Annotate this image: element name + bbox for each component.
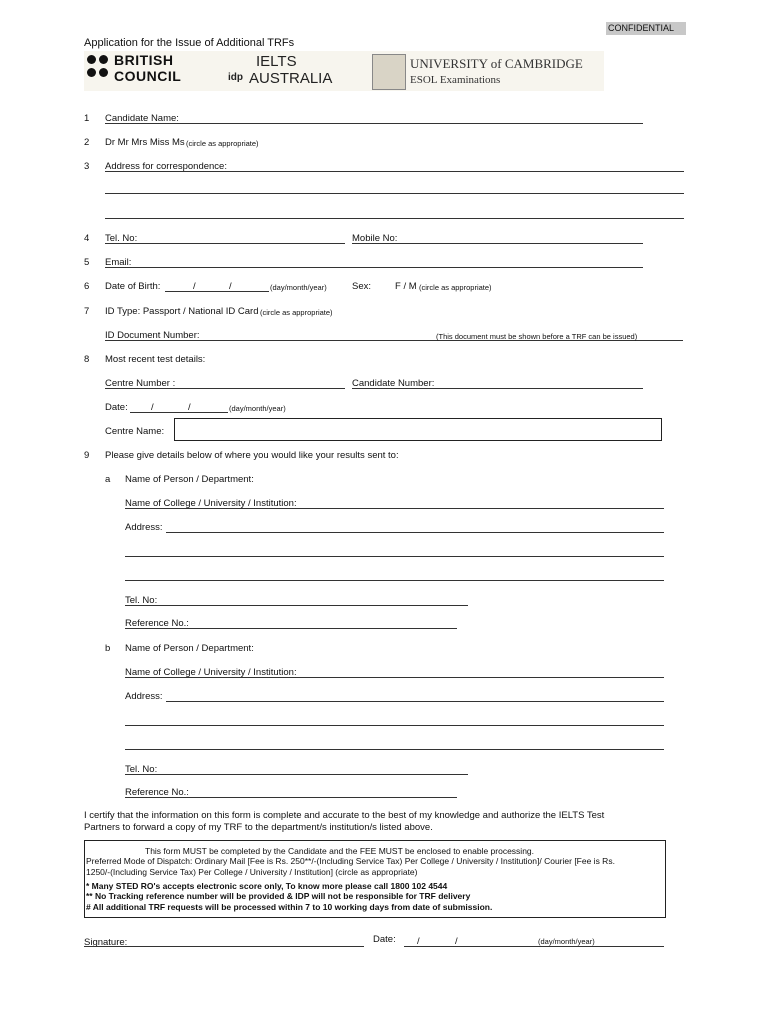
address-field[interactable] [166,701,664,702]
tel-no-field[interactable] [125,774,468,775]
item-number: 8 [84,354,90,365]
item-number: 5 [84,257,90,268]
circle-note: (circle as appropriate) [186,139,259,148]
notice-line-5: ** No Tracking reference number will be provided & IDP will not be responsible for TRF delivery [86,891,471,901]
id-document-note: (This document must be shown before a TRF can be issued) [436,332,638,341]
item-number: 4 [84,233,90,244]
address-line[interactable] [105,218,684,219]
notice-box [84,840,666,918]
college-field[interactable] [125,677,664,678]
signature-field[interactable] [84,946,364,947]
address-correspondence-label: Address for correspondence: [105,161,227,172]
send-to-label: Please give details below of where you would like your results sent to: [105,450,399,461]
person-label: Name of Person / Department: [125,643,254,654]
id-type-options[interactable]: ID Type: Passport / National ID Card [105,306,259,317]
item-number: 2 [84,137,90,148]
address-line[interactable] [125,749,664,750]
person-label: Name of Person / Department: [125,474,254,485]
esol-logo-text: ESOL Examinations [410,74,501,86]
candidate-number-label: Candidate Number: [352,378,435,389]
british-council-logo-text-1: BRITISH [114,52,174,68]
id-number-label: ID Document Number: [105,330,200,341]
item-number: 1 [84,113,90,124]
reference-field[interactable] [125,628,457,629]
college-label: Name of College / University / Institution: [125,498,297,509]
address-line[interactable] [125,725,664,726]
address-label: Address: [125,691,163,702]
centre-name-label: Centre Name: [105,426,165,437]
title-options[interactable]: Dr Mr Mrs Miss Ms [105,137,185,148]
notice-line-3: 1250/-(Including Service Tax) Per College / University / Institution] (circle as appropriate) [86,867,418,877]
notice-line-1: This form MUST be completed by the Candidate and the FEE MUST be enclosed to enable processing. [145,846,535,856]
idp-logo-text: idp [228,72,243,83]
reference-label: Reference No.: [125,618,189,629]
bc-dot [99,55,108,64]
british-council-logo-text-2: COUNCIL [114,68,182,84]
tel-no-label: Tel. No: [125,764,158,775]
bc-dot [87,55,96,64]
candidate-name-label: Candidate Name: [105,113,179,124]
form-title: Application for the Issue of Additional TRFs [84,37,295,49]
date-separator: / [229,281,232,292]
dob-field[interactable] [165,291,269,292]
address-line[interactable] [125,580,664,581]
item-number: 3 [84,161,90,172]
sex-options[interactable]: F / M [395,281,417,292]
certify-line-1: I certify that the information on this form is complete and accurate to the best of my knowledge and authorize the IELTS Test [84,810,605,821]
address-field[interactable] [166,532,664,533]
confidential-label: CONFIDENTIAL [606,22,686,35]
address-label: Address: [125,522,163,533]
ielts-logo-text: IELTS [256,53,297,70]
email-label: Email: [105,257,132,268]
email-field[interactable] [105,267,643,268]
college-label: Name of College / University / Institution: [125,667,297,678]
certify-line-2: Partners to forward a copy of my TRF to the department/s institution/s listed above. [84,822,433,833]
circle-note: (circle as appropriate) [419,283,492,292]
address-line[interactable] [105,193,684,194]
recent-test-label: Most recent test details: [105,354,206,365]
date-format-note: (day/month/year) [538,937,595,946]
date-format-note: (day/month/year) [270,283,327,292]
candidate-number-field[interactable] [352,388,643,389]
mobile-label: Mobile No: [352,233,398,244]
candidate-name-field[interactable] [105,123,643,124]
sex-label: Sex: [352,281,372,292]
mobile-field[interactable] [352,243,643,244]
item-number: 9 [84,450,90,461]
dob-label: Date of Birth: [105,281,161,292]
centre-name-field[interactable] [174,418,662,441]
logo-banner [84,51,604,91]
date-separator: / [417,936,420,947]
australia-logo-text: AUSTRALIA [249,70,333,87]
tel-no-field[interactable] [125,605,468,606]
tel-label: Tel. No: [105,233,138,244]
item-number: 7 [84,306,90,317]
cambridge-logo-text: UNIVERSITY of CAMBRIDGE [410,56,583,71]
notice-line-2: Preferred Mode of Dispatch: Ordinary Mail [Fee is Rs. 250**/-(Including Service Tax) Per College / University / Institution]/ Courier [Fee is Rs. [86,856,615,866]
tel-no-label: Tel. No: [125,595,158,606]
sub-item-b: b [105,643,111,654]
test-date-field[interactable] [130,412,228,413]
reference-label: Reference No.: [125,787,189,798]
reference-field[interactable] [125,797,457,798]
address-line[interactable] [125,556,664,557]
signature-date-field[interactable] [404,946,664,947]
bc-dot [87,68,96,77]
date-separator: / [193,281,196,292]
signature-date-label: Date: [373,934,396,945]
centre-number-field[interactable] [105,388,345,389]
date-separator: / [151,402,154,413]
signature-label: Signature: [84,937,128,948]
date-format-note: (day/month/year) [229,404,286,413]
notice-line-6: # All additional TRF requests will be processed within 7 to 10 working days from date of submission. [86,902,493,912]
bc-dot [99,68,108,77]
tel-field[interactable] [105,243,345,244]
centre-number-label: Centre Number : [105,378,176,389]
sub-item-a: a [105,474,111,485]
address-line[interactable] [105,171,684,172]
circle-note: (circle as appropriate) [260,308,333,317]
item-number: 6 [84,281,90,292]
notice-line-4: * Many STED RO's accepts electronic score only, To know more please call 1800 102 4544 [86,881,448,891]
date-separator: / [188,402,191,413]
cambridge-crest-icon [372,54,406,90]
test-date-label: Date: [105,402,128,413]
college-field[interactable] [125,508,664,509]
date-separator: / [455,936,458,947]
